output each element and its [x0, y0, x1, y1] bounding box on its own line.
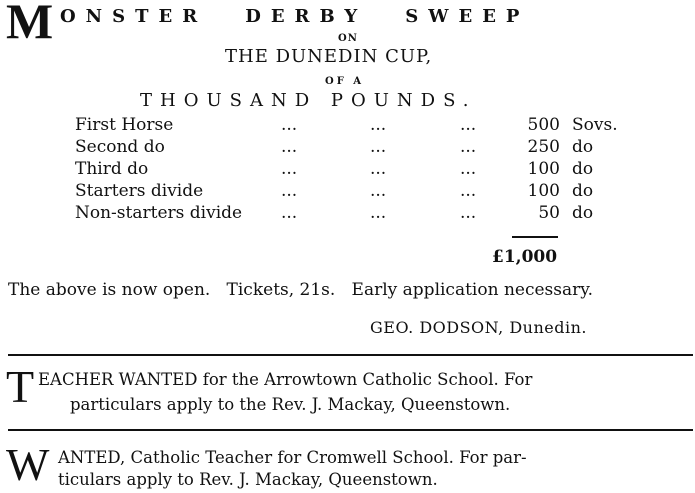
- wanted-ad-line-2: ticulars apply to Rev. J. Mackay, Queenstown.: [58, 470, 438, 489]
- leader-dots: ...: [370, 181, 387, 201]
- headline-word-derby: DERBY: [245, 6, 368, 27]
- prize-unit: do: [572, 159, 594, 179]
- leader-dots: ...: [370, 137, 387, 157]
- prize-unit: do: [572, 181, 594, 201]
- prize-unit: Sovs.: [572, 115, 618, 135]
- headline-word-monster: ONSTER: [60, 6, 208, 27]
- prize-label: Second do: [75, 137, 165, 157]
- open-notice: [8, 280, 593, 300]
- drop-cap-w: W: [6, 439, 50, 490]
- on-line: ON: [338, 33, 358, 44]
- leader-dots: ...: [281, 159, 298, 179]
- thousand-pounds-line: THOUSAND POUNDS.: [140, 90, 477, 111]
- early-application-text: Early application necessary.: [351, 280, 593, 300]
- prize-unit: do: [572, 203, 594, 223]
- leader-dots: ...: [460, 203, 477, 223]
- total-amount: £1,000: [492, 247, 558, 267]
- sweep-headline: [60, 6, 529, 27]
- wanted-ad-line-1-rest: Catholic Teacher for Cromwell School. For par-: [130, 448, 527, 467]
- prize-amount: 250: [527, 137, 560, 157]
- prize-label: Starters divide: [75, 181, 204, 201]
- wanted-ad-line-1: [58, 448, 527, 467]
- prize-label: Non-starters divide: [75, 203, 243, 223]
- prize-row: [0, 203, 695, 225]
- prize-unit: do: [572, 137, 594, 157]
- divider-rule: [8, 354, 693, 356]
- prize-label: First Horse: [75, 115, 174, 135]
- leader-dots: ...: [370, 203, 387, 223]
- leader-dots: ...: [460, 137, 477, 157]
- total-rule: [512, 236, 558, 238]
- teacher-ad-line-1-rest: for the Arrowtown Catholic School. For: [202, 370, 533, 389]
- leader-dots: ...: [370, 115, 387, 135]
- leader-dots: ...: [281, 181, 298, 201]
- divider-rule: [8, 429, 693, 431]
- cup-line: THE DUNEDIN CUP,: [225, 46, 433, 67]
- teacher-ad-lead: EACHER WANTED: [38, 370, 198, 389]
- leader-dots: ...: [281, 137, 298, 157]
- open-text: The above is now open.: [8, 280, 211, 300]
- of-a-line: OF A: [325, 76, 365, 87]
- leader-dots: ...: [281, 203, 298, 223]
- drop-cap-m: M: [6, 0, 54, 49]
- signature: GEO. DODSON, Dunedin.: [370, 318, 587, 337]
- teacher-ad-line-2: particulars apply to the Rev. J. Mackay, Queenstown.: [70, 395, 511, 414]
- prize-amount: 100: [527, 159, 560, 179]
- prize-row: [0, 181, 695, 203]
- teacher-ad-line-1: [38, 370, 532, 389]
- prize-amount: 50: [538, 203, 560, 223]
- prize-amount: 500: [527, 115, 560, 135]
- prize-amount: 100: [527, 181, 560, 201]
- drop-cap-t: T: [6, 361, 35, 412]
- prize-row: [0, 115, 695, 137]
- leader-dots: ...: [460, 115, 477, 135]
- tickets-text: Tickets, 21s.: [226, 280, 336, 300]
- prize-label: Third do: [75, 159, 149, 179]
- leader-dots: ...: [460, 159, 477, 179]
- prize-row: [0, 137, 695, 159]
- leader-dots: ...: [370, 159, 387, 179]
- leader-dots: ...: [281, 115, 298, 135]
- prize-row: [0, 159, 695, 181]
- headline-word-sweep: SWEEP: [405, 6, 530, 27]
- wanted-ad-lead: ANTED,: [58, 448, 126, 467]
- leader-dots: ...: [460, 181, 477, 201]
